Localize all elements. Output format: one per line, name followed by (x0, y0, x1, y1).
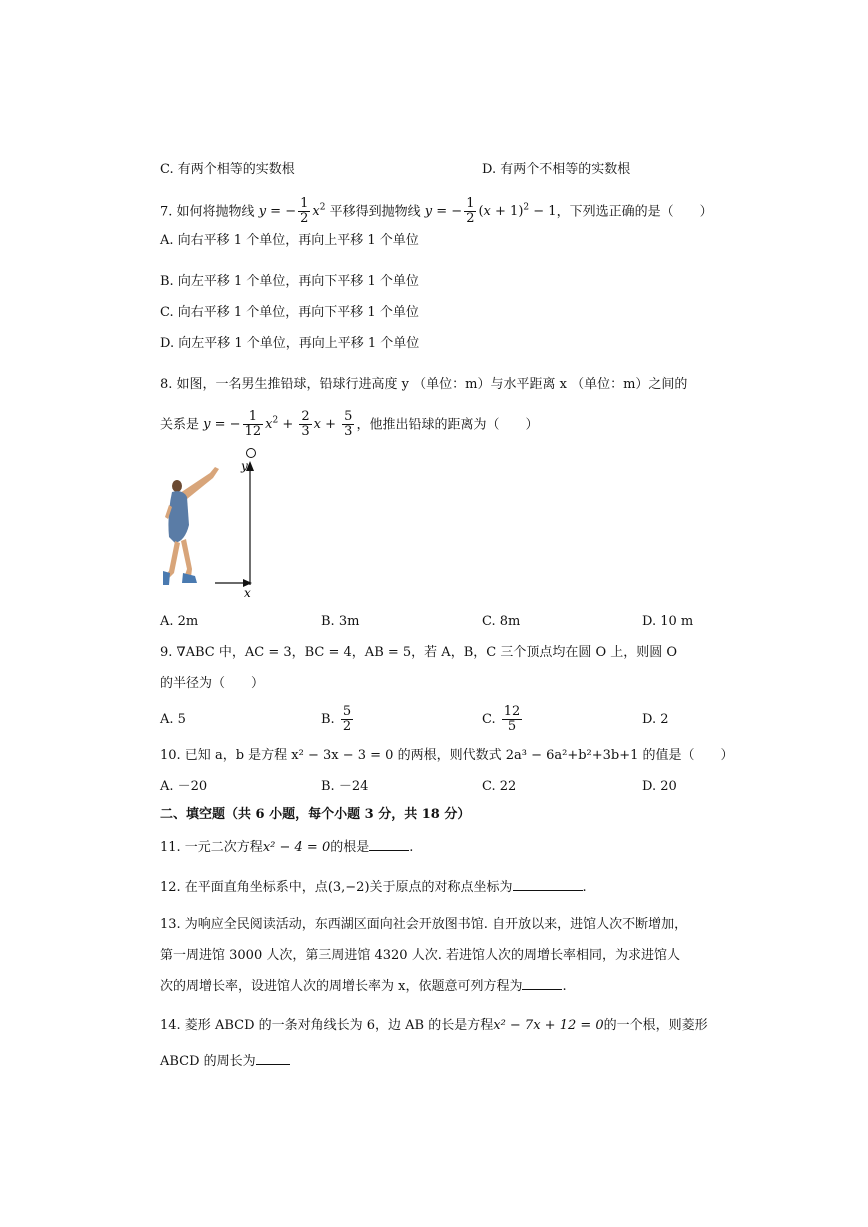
q12-suffix: 关于原点的对称点坐标为 (369, 880, 513, 895)
q9-line2: 的半径为（ ） (160, 676, 265, 691)
q9-line1: 9. ∇ABC 中，AC = 3，BC = 4，AB = 5，若 A，B，C 三个顶点均在圆 O 上，则圆 O (160, 645, 678, 660)
q9-option-c-label: C. (482, 712, 496, 727)
q14-line1-prefix: 14. 菱形 ABCD 的一条对角线长为 6，边 AB 的长是方程 (160, 1018, 494, 1033)
q6-option-c: C. 有两个相等的实数根 (160, 162, 295, 177)
q11-answer-blank[interactable] (369, 838, 409, 851)
q7-mid: 平移得到抛物线 (329, 204, 421, 220)
q7-formula-1: y = − $\frac{1}{2}$ $x^2$ (258, 196, 326, 227)
q7-stem (160, 194, 713, 226)
q14-equation: x² − 7x + 12 = 0 (493, 1018, 604, 1033)
q12-prefix: 12. 在平面直角坐标系中，点 (160, 880, 328, 895)
q11: 11. 一元二次方程x² − 4 = 0的根是 . (160, 840, 414, 855)
q8-line1: 8. 如图，一名男生推铅球，铅球行进高度 y （单位：m）与水平距离 x （单位：m）之间的 (160, 377, 688, 392)
q7-prefix: 7. 如何将抛物线 (160, 204, 255, 220)
q8-formula: y = − $\frac{1}{12}$ $x^2$ + $\frac{2}{3}$ x + $\frac{5}{3}$ (203, 409, 353, 440)
figure-x-label: x (244, 586, 251, 600)
q8-option-b: B. 3m (321, 614, 360, 629)
q13-line3: 次的周增长率，设进馆人次的周增长率为 x，依题意可列方程为 . (160, 979, 567, 994)
section-heading: 二、填空题（共 6 小题，每个小题 3 分，共 18 分） (160, 807, 471, 822)
q14-line1-suffix: 的一个根，则菱形 (603, 1018, 708, 1033)
shot-put-figure (155, 445, 275, 605)
q14-answer-blank[interactable] (256, 1052, 290, 1065)
q12-answer-blank[interactable] (513, 878, 583, 891)
q8-line2 (160, 406, 538, 440)
q13-line2: 第一周进馆 3000 人次，第三周进馆 4320 人次. 若进馆人次的周增长率相同，为求进馆人 (160, 948, 680, 963)
q13-answer-blank[interactable] (522, 977, 562, 990)
q11-prefix: 11. 一元二次方程 (160, 840, 263, 855)
q9-option-c-fraction: $\frac{12}{5}$ (503, 704, 521, 734)
q9-option-b-label: B. (321, 712, 335, 727)
q9-option-b (321, 701, 355, 739)
q12: 12. 在平面直角坐标系中，点(3,−2)关于原点的对称点坐标为 . (160, 880, 587, 895)
q8-option-d: D. 10 m (642, 614, 694, 629)
q9-option-c (482, 701, 524, 739)
q7-suffix: ，下列选正确的是（ ） (556, 204, 713, 220)
q14-line2 (160, 1052, 290, 1072)
q13-line1: 13. 为响应全民阅读活动，东西湖区面向社会开放图书馆. 自开放以来，进馆人次不断增加， (160, 917, 688, 932)
q9-option-a: A. 5 (160, 712, 186, 727)
q10-option-b: B. －24 (321, 779, 369, 794)
q8-line2-suffix: ，他推出铅球的距离为（ ） (356, 417, 539, 433)
q11-suffix: 的根是 (330, 840, 370, 855)
q11-equation: x² − 4 = 0 (262, 840, 331, 855)
q7-option-d: D. 向左平移 1 个单位，再向上平移 1 个单位 (160, 336, 420, 351)
figure-y-label: y (241, 459, 248, 473)
q7-formula-2: y = − $\frac{1}{2}$ $(x + 1)^2 - 1$ (424, 196, 557, 227)
q10-option-d: D. 20 (642, 779, 677, 794)
q8-option-a: A. 2m (160, 614, 199, 629)
q8-line2-prefix: 关系是 (160, 417, 200, 433)
q8-option-c: C. 8m (482, 614, 521, 629)
q7-option-a: A. 向右平移 1 个单位，再向上平移 1 个单位 (160, 233, 419, 248)
athlete-icon (163, 467, 219, 585)
q12-point: (3,−2) (327, 880, 370, 895)
q10-option-c: C. 22 (482, 779, 517, 794)
q10-option-a: A. －20 (160, 779, 208, 794)
q13-line3-prefix: 次的周增长率，设进馆人次的周增长率为 x，依题意可列方程为 (160, 979, 523, 994)
q7-option-c: C. 向右平移 1 个单位，再向下平移 1 个单位 (160, 305, 419, 320)
q7-option-b: B. 向左平移 1 个单位，再向下平移 1 个单位 (160, 274, 419, 289)
q9-option-d: D. 2 (642, 712, 669, 727)
q6-option-d: D. 有两个不相等的实数根 (482, 162, 631, 177)
shot-ball-icon (247, 449, 256, 458)
q9-option-b-fraction: $\frac{5}{2}$ (342, 704, 352, 734)
q10-stem: 10. 已知 a，b 是方程 x² − 3x − 3 = 0 的两根，则代数式 2a³ − 6a²+b²+3b+1 的值是（ ） (160, 748, 734, 763)
q14-line2-prefix: ABCD 的周长为 (160, 1054, 256, 1069)
q14-line1 (160, 1016, 708, 1036)
